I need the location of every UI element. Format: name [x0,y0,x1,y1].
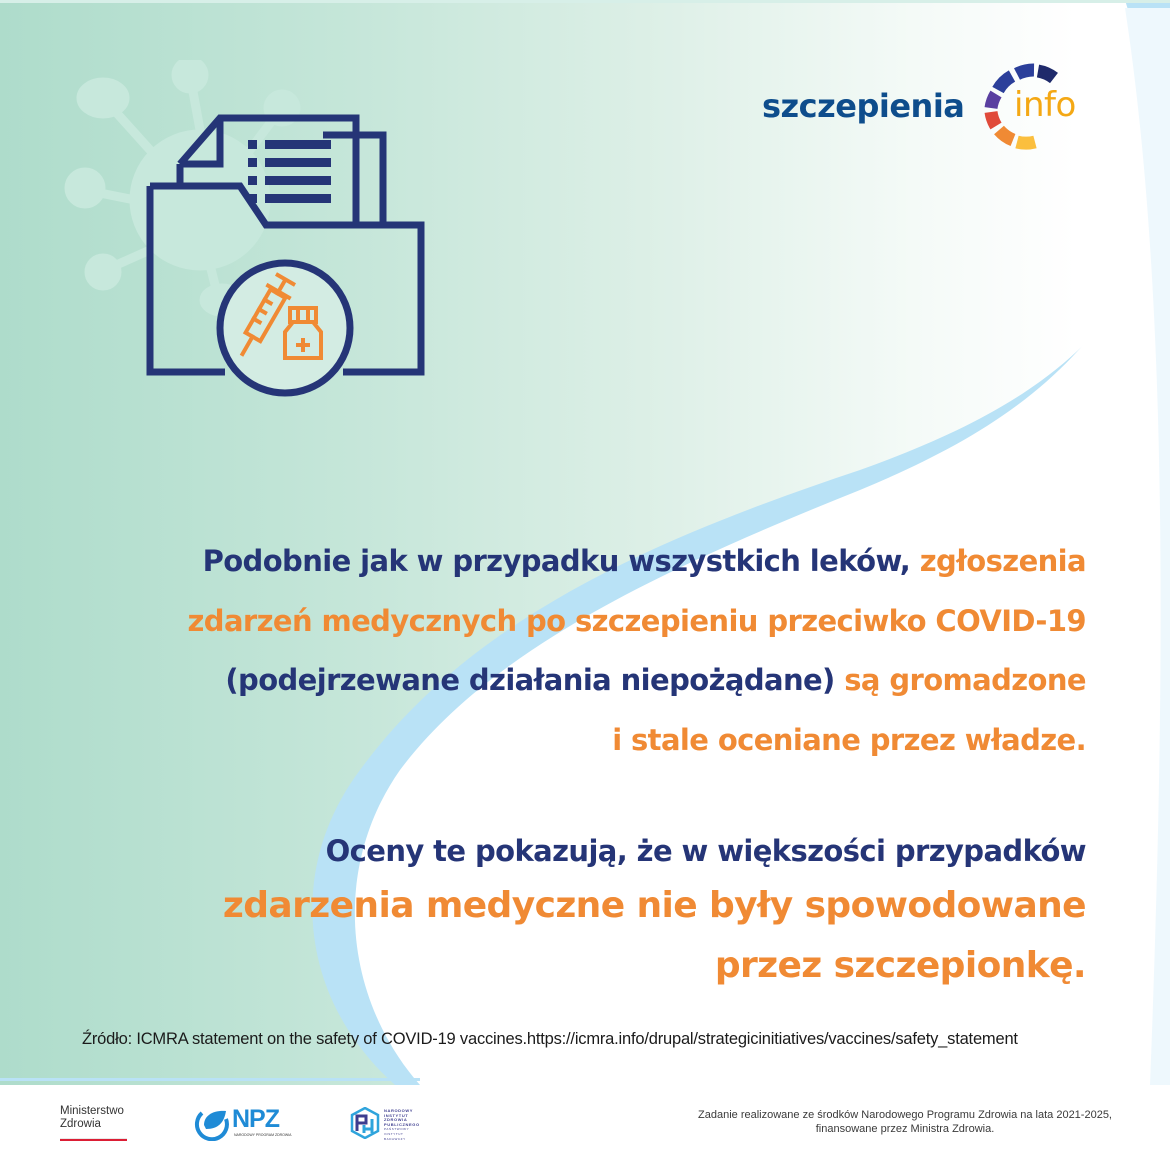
message1-line3: (podejrzewane działania niepożądane) są gromadzone [225,663,1086,697]
funding-note: Zadanie realizowane ze środków Narodowego Programu Zdrowia na lata 2021-2025, finansowane przez Ministra Zdrowia. [698,1109,1112,1135]
polish-flag-stripe [60,1137,127,1141]
pzh-emblem-icon [350,1107,380,1139]
message2-line3: przez szczepionkę. [714,945,1086,986]
message1-line1: Podobnie jak w przypadku wszystkich leków, zgłoszenia [202,544,1086,578]
ministry-of-health-logo: Ministerstwo Zdrowia [60,1105,127,1141]
footer-partners [0,1085,1170,1158]
npz-logo: NPZ NARODOWY PROGRAM ZDROWIA [194,1105,294,1141]
logo-wordmark: szczepienia [762,87,965,125]
main-message-paragraph [86,532,1086,770]
nizp-pzh-logo: NARODOWY INSTYTUT ZDROWIA PUBLICZNEGO PAŃSTWOWY INSTYTUT BADAWCZY [350,1107,430,1141]
message1-line4: i stale oceniane przez władze. [612,722,1086,757]
conclusion-paragraph [86,826,1086,996]
szczepienia-info-logo [760,60,1090,152]
folder-with-document-and-vaccine-icon [140,110,435,400]
message2-line2: zdarzenia medyczne nie były spowodowane [222,885,1086,926]
npz-leaf-icon [194,1105,230,1141]
logo-info-text: info [1014,85,1076,125]
source-citation: Źródło: ICMRA statement on the safety of COVID-19 vaccines.https://icmra.info/drupal/strategicinitiatives/vaccines/safety_statement [82,1030,1018,1048]
message2-line1: Oceny te pokazują, że w większości przypadków [325,834,1086,868]
message1-line2: zdarzeń medycznych po szczepieniu przeciwko COVID-19 [187,603,1086,638]
